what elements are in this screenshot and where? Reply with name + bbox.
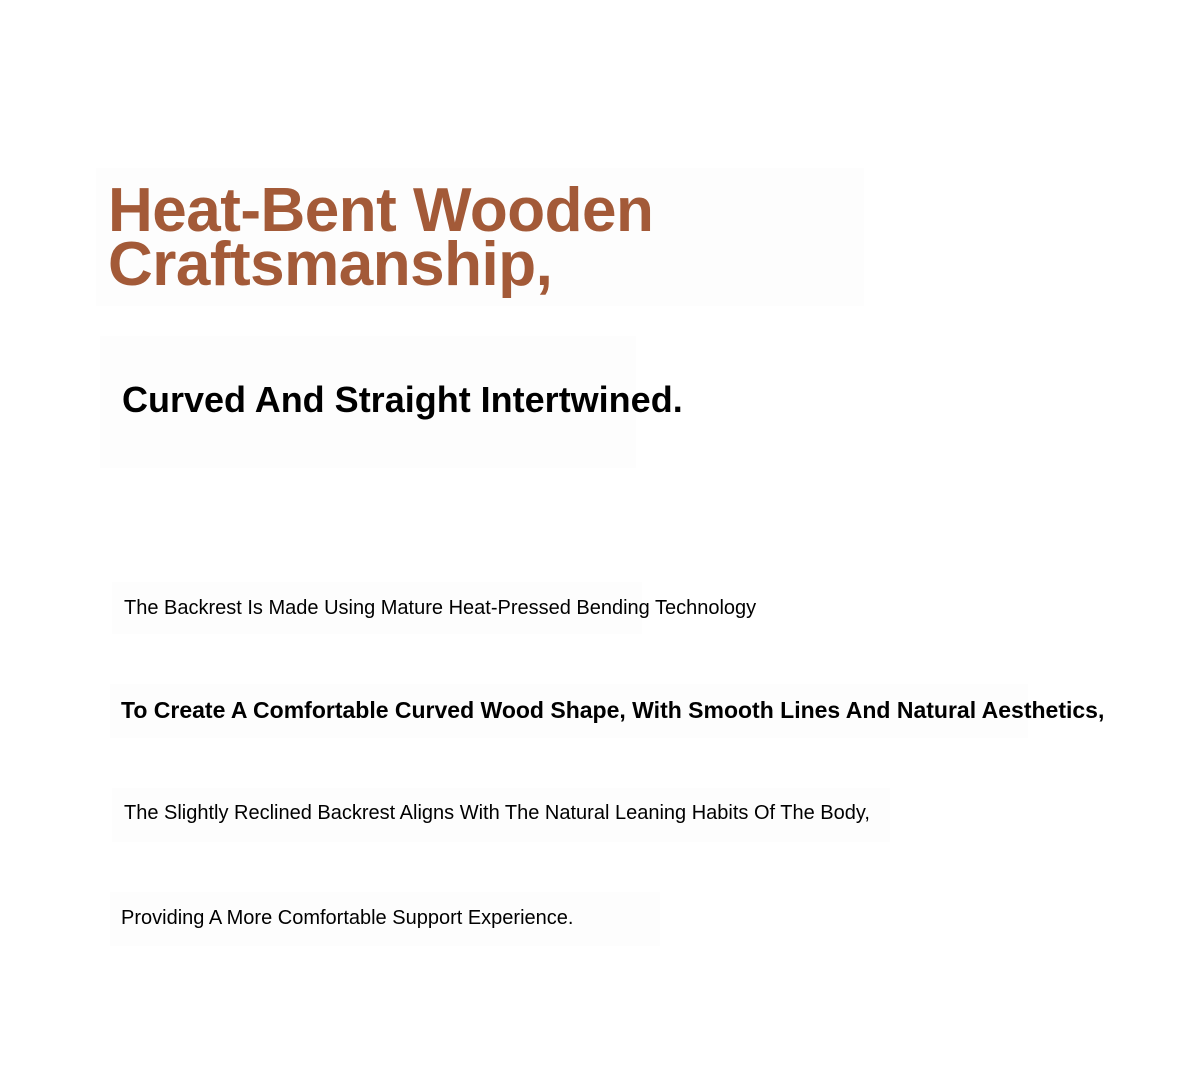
- paragraph-panel-2: [110, 684, 1105, 738]
- paragraph-panel-3: [112, 788, 890, 842]
- heading-panel: [96, 168, 864, 306]
- paragraph-2: To Create A Comfortable Curved Wood Shape, With Smooth Lines And Natural Aesthetics,: [121, 697, 1105, 723]
- page-title: [108, 176, 654, 299]
- paragraph-3: The Slightly Reclined Backrest Aligns With The Natural Leaning Habits Of The Body,: [124, 802, 870, 824]
- paragraph-panel-4: [110, 892, 660, 946]
- title-line-1: Heat-Bent Wooden: [108, 176, 654, 245]
- subheading-panel: [100, 336, 683, 468]
- paragraph-panel-1: [112, 582, 757, 634]
- subheading: Curved And Straight Intertwined.: [122, 379, 683, 420]
- title-line-2: Craftsmanship,: [108, 230, 553, 299]
- paragraph-1: The Backrest Is Made Using Mature Heat-Pressed Bending Technology: [124, 597, 757, 619]
- paragraph-4: Providing A More Comfortable Support Experience.: [121, 907, 574, 929]
